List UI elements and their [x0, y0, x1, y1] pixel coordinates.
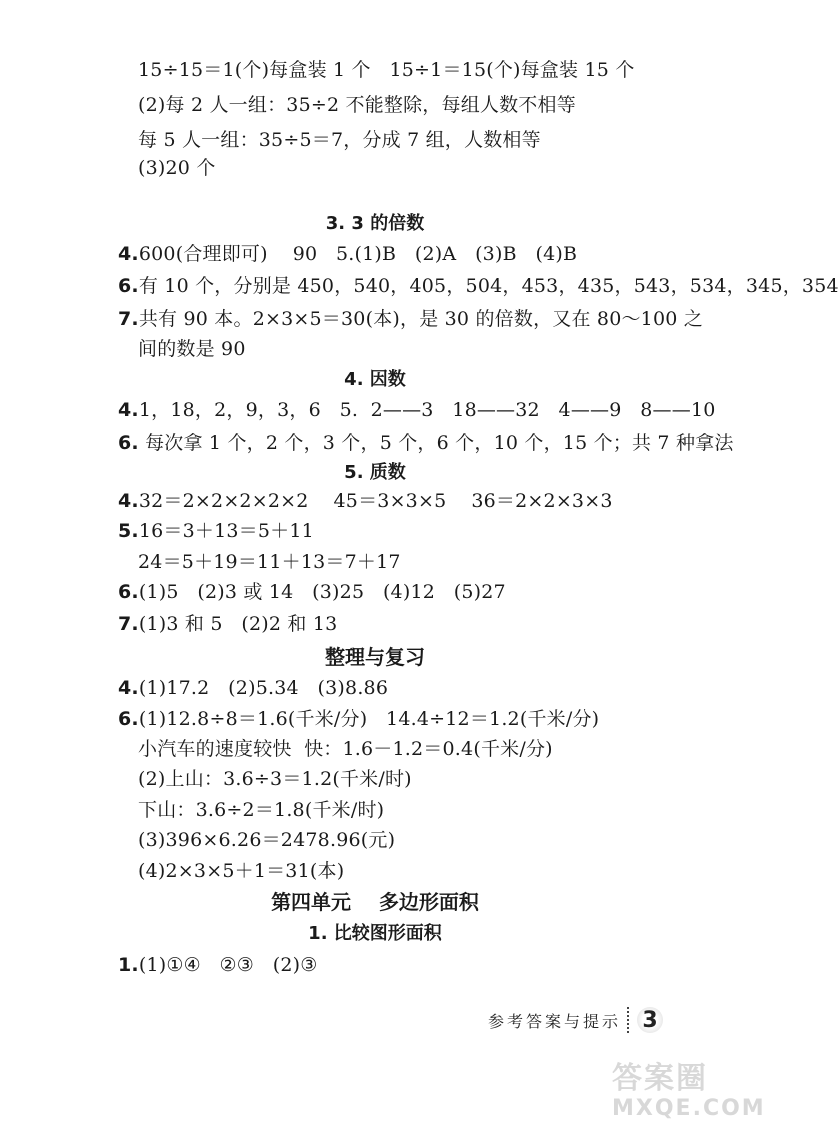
section-heading-compare-areas: 1. 比较图形面积: [308, 923, 442, 944]
answer-text: (1)12.8÷8＝1.6(千米/分) 14.4÷12＝1.2(千米/分): [138, 708, 600, 730]
question-number: 7.: [118, 613, 139, 635]
answer-line: 每 5 人一组：35÷5＝7，分成 7 组，人数相等: [138, 129, 541, 151]
answer-line: 下山：3.6÷2＝1.8(千米/时): [138, 799, 385, 821]
answer-line: [118, 431, 734, 455]
question-number: 4.: [118, 399, 139, 421]
answer-line: (4)2×3×5＋1＝31(本): [138, 860, 345, 882]
answer-text: 600(合理即可) 90 5.(1)B (2)A (3)B (4)B: [138, 243, 578, 265]
section-heading-primes: 5. 质数: [344, 462, 406, 483]
answer-line: 15÷15＝1(个)每盒装 1 个 15÷1＝15(个)每盒装 15 个: [138, 59, 635, 81]
answer-text: 1，18，2，9，3，6 5. 2——3 18——32 4——9 8——10: [138, 399, 716, 421]
answer-text: 有 10 个，分别是 450，540，405，504，453，435，543，534，345，354: [138, 275, 839, 297]
answer-line: (2)上山：3.6÷3＝1.2(千米/时): [138, 768, 412, 790]
answer-line: (2)每 2 人一组：35÷2 不能整除，每组人数不相等: [138, 94, 576, 116]
question-number: 1.: [118, 954, 139, 976]
answer-text: (1)①④ ②③ (2)③: [138, 954, 318, 976]
page-number: 3: [637, 1007, 663, 1033]
answer-text: 每次拿 1 个，2 个，3 个，5 个，6 个，10 个，15 个；共 7 种拿法: [138, 432, 734, 454]
answer-text: (1)3 和 5 (2)2 和 13: [138, 613, 338, 635]
footer-divider: [627, 1007, 629, 1033]
watermark-url: MXQE.COM: [612, 1096, 766, 1121]
unit-heading-polygon-area: 第四单元 多边形面积: [271, 890, 479, 914]
question-number: 6.: [118, 708, 139, 730]
footer-label: 参考答案与提示: [488, 1011, 622, 1031]
answer-line: [118, 242, 577, 266]
answer-line: [118, 274, 839, 298]
answer-line: [118, 580, 506, 604]
section-heading-review: 整理与复习: [325, 645, 425, 669]
question-number: 4.: [118, 490, 139, 512]
section-heading-multiples-of-3: 3. 3 的倍数: [325, 213, 425, 234]
answer-text: 16＝3＋13＝5＋11: [138, 520, 314, 542]
answer-line: [118, 953, 317, 977]
question-number: 4.: [118, 677, 139, 699]
answer-line: 小汽车的速度较快 快：1.6－1.2＝0.4(千米/分): [138, 738, 553, 760]
answer-line: (3)20 个: [138, 157, 216, 179]
answer-line: [118, 489, 613, 513]
answer-line: [118, 707, 599, 731]
section-heading-factors: 4. 因数: [344, 369, 406, 390]
page-footer: [488, 1004, 663, 1036]
answer-line: 24＝5＋19＝11＋13＝7＋17: [138, 551, 401, 573]
answer-line: 间的数是 90: [138, 338, 246, 360]
answer-line: [118, 612, 337, 636]
answer-text: (1)17.2 (2)5.34 (3)8.86: [138, 677, 389, 699]
answer-line: [118, 519, 314, 543]
answer-line: [118, 398, 716, 422]
answer-line: [118, 676, 388, 700]
answer-text: 共有 90 本。2×3×5＝30(本)，是 30 的倍数，又在 80～100 之: [138, 308, 703, 330]
answer-text: (1)5 (2)3 或 14 (3)25 (4)12 (5)27: [138, 581, 506, 603]
question-number: 6.: [118, 581, 139, 603]
answer-line: (3)396×6.26＝2478.96(元): [138, 829, 396, 851]
answer-line: [118, 307, 703, 331]
answer-text: 32＝2×2×2×2×2 45＝3×3×5 36＝2×2×3×3: [138, 490, 613, 512]
question-number: 6.: [118, 432, 139, 454]
question-number: 6.: [118, 275, 139, 297]
question-number: 7.: [118, 308, 139, 330]
question-number: 5.: [118, 520, 139, 542]
question-number: 4.: [118, 243, 139, 265]
watermark-title: 答案圈: [612, 1061, 708, 1096]
watermark-logo: [612, 1061, 766, 1132]
